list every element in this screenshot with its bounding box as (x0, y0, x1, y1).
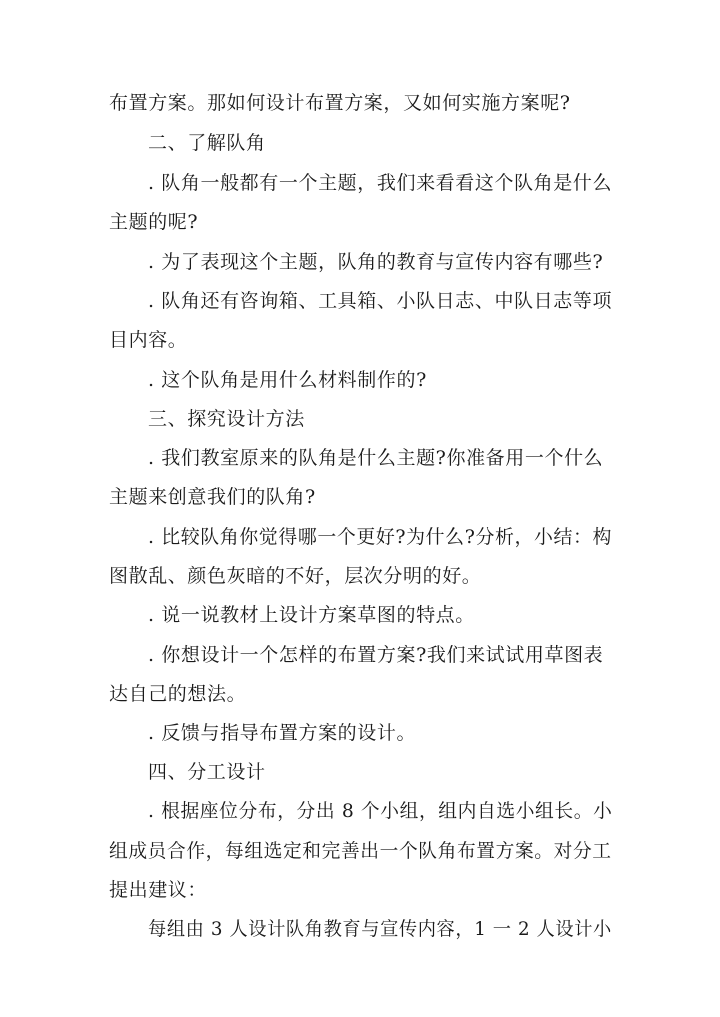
paragraph-line: 图散乱、颜色灰暗的不好，层次分明的好。 (109, 565, 482, 587)
section-heading: 二、了解队角 (148, 132, 266, 154)
section-heading: 四、分工设计 (148, 761, 266, 783)
paragraph-line: . 队角一般都有一个主题，我们来看看这个队角是什么 (148, 172, 613, 194)
paragraph-line: 组成员合作，每组选定和完善出一个队角布置方案。对分工 (109, 840, 612, 862)
section-heading: 三、探究设计方法 (148, 408, 305, 430)
paragraph-line: 提出建议： (109, 879, 208, 901)
paragraph-line: . 你想设计一个怎样的布置方案?我们来试试用草图表 (148, 644, 604, 666)
paragraph-line: . 这个队角是用什么材料制作的? (148, 369, 427, 391)
paragraph-line: . 队角还有咨询箱、工具箱、小队日志、中队日志等项 (148, 290, 613, 312)
paragraph-line: 主题来创意我们的队角? (109, 486, 316, 508)
paragraph-line: . 反馈与指导布置方案的设计。 (148, 722, 417, 744)
paragraph-line: . 说一说教材上设计方案草图的特点。 (148, 604, 475, 626)
paragraph-line: . 根据座位分布，分出 8 个小组，组内自选小组长。小 (148, 800, 613, 822)
paragraph-line: 每组由 3 人设计队角教育与宣传内容，1 一 2 人设计小 (148, 918, 612, 940)
paragraph-line: . 为了表现这个主题，队角的教育与宣传内容有哪些? (148, 251, 604, 273)
paragraph-line: 主题的呢? (109, 211, 199, 233)
paragraph-line: 目内容。 (109, 329, 188, 351)
paragraph-line: . 我们教室原来的队角是什么主题?你准备用一个什么 (148, 447, 604, 469)
paragraph-line: 布置方案。那如何设计布置方案，又如何实施方案呢? (109, 92, 571, 114)
paragraph-line: 达自己的想法。 (109, 683, 247, 705)
paragraph-line: . 比较队角你觉得哪一个更好?为什么?分析，小结：构 (148, 526, 613, 548)
